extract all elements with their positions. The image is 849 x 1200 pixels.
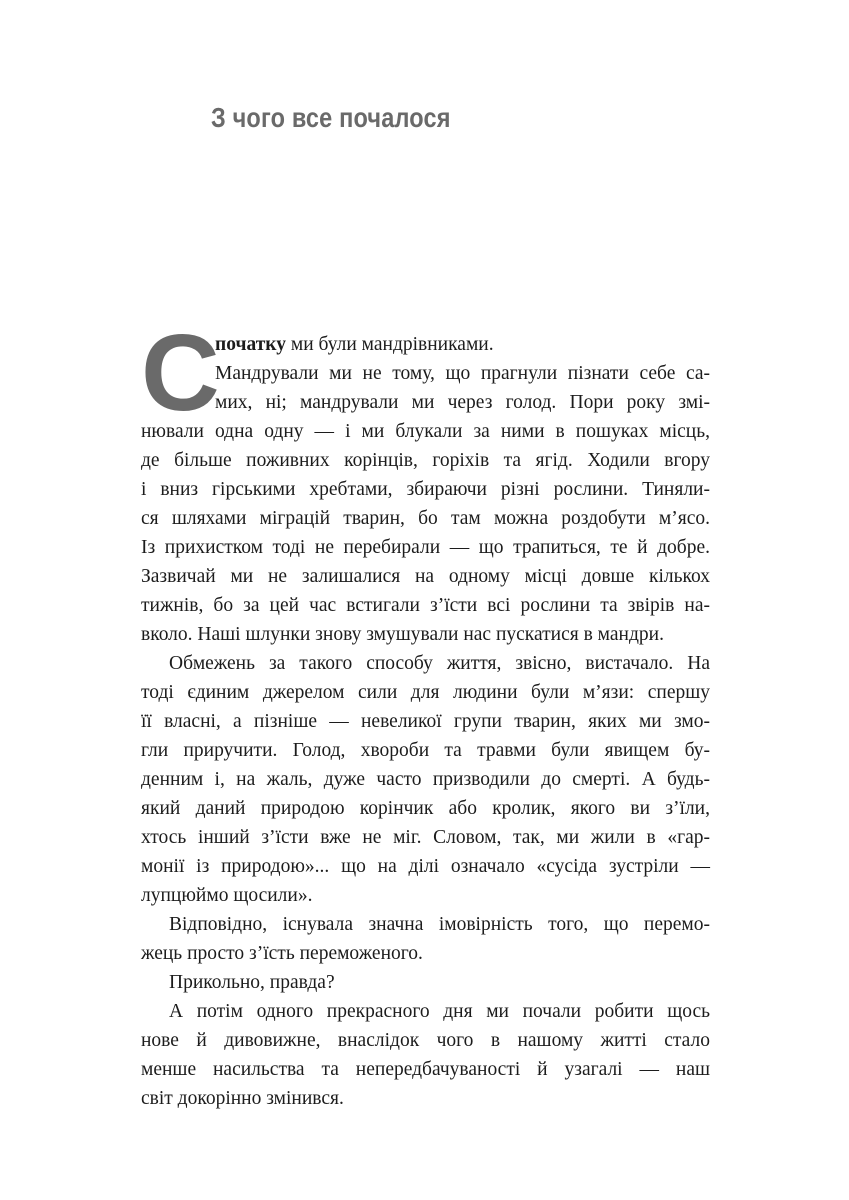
- text-line: гли приручити. Голод, хвороби та травми були явищем бу-: [141, 740, 710, 761]
- text-line: Із прихистком тоді не перебирали — що трапиться, те й добре.: [141, 537, 710, 558]
- chapter-title: З чого все почалося: [211, 102, 451, 133]
- text-line: Мандрували ми не тому, що прагнули пізнати себе са-: [215, 363, 710, 384]
- text-line: нове й дивовижне, внаслідок чого в нашому житті стало: [141, 1030, 710, 1051]
- text-line: і вниз гірськими хребтами, збираючи різні рослини. Тиняли-: [141, 479, 710, 500]
- text-line: денним і, на жаль, дуже часто призводили до смерті. А будь-: [141, 769, 710, 790]
- text-line: вколо. Наші шлунки знову змушували нас пускатися в мандри.: [141, 624, 664, 645]
- text-line: Обмежень за такого способу життя, звісно, вистачало. На: [169, 653, 710, 674]
- text-block: [141, 312, 710, 1113]
- paragraph-3: [141, 649, 710, 910]
- text-line: тоді єдиним джерелом сили для людини були м’язи: спершу: [141, 682, 710, 703]
- lead-word: початку: [215, 334, 287, 355]
- text-line: Відповідно, існувала значна імовірність того, що перемо-: [169, 914, 710, 935]
- text-line: А потім одного прекрасного дня ми почали робити щось: [169, 1001, 710, 1022]
- text-line: нювали одна одну — і ми блукали за ними в пошуках місць,: [141, 421, 710, 442]
- paragraph-2: [141, 359, 710, 649]
- text-line: її власні, а пізніше — невеликої групи тварин, яких ми змо-: [141, 711, 710, 732]
- text-line: жець просто з’їсть переможеного.: [141, 943, 423, 964]
- paragraph-1: [141, 330, 710, 359]
- text-line: лупцюймо щосили».: [141, 885, 313, 906]
- text-line: мих, ні; мандрували ми через голод. Пори року змі-: [215, 392, 710, 413]
- lead-rest: ми були мандрівниками.: [286, 334, 494, 355]
- text-line: [141, 330, 710, 359]
- text-line: тижнів, бо за цей час встигали з’їсти всі рослини та звірів на-: [141, 595, 710, 616]
- text-line: менше насильства та непередбачуваності й узагалі — наш: [141, 1059, 710, 1080]
- text-line: ся шляхами міграцій тварин, бо там можна роздобути м’ясо.: [141, 508, 710, 529]
- paragraph-5: [141, 968, 710, 997]
- text-line: де більше поживних корінців, горіхів та ягід. Ходили вгору: [141, 450, 710, 471]
- text-line: хтось інший з’їсти вже не міг. Словом, так, ми жили в «гар-: [141, 827, 710, 848]
- text-line: Прикольно, правда?: [169, 972, 335, 993]
- text-line: монії із природою»... що на ділі означало «сусіда зустріли —: [141, 856, 710, 877]
- text-line: світ докорінно змінився.: [141, 1088, 344, 1109]
- text-line: який даний природою корінчик або кролик, якого ви з’їли,: [141, 798, 710, 819]
- dropcap-letter: С: [141, 312, 220, 434]
- text-line: Зазвичай ми не залишалися на одному місці довше кількох: [141, 566, 710, 587]
- paragraph-4: [141, 910, 710, 968]
- paragraph-6: [141, 997, 710, 1113]
